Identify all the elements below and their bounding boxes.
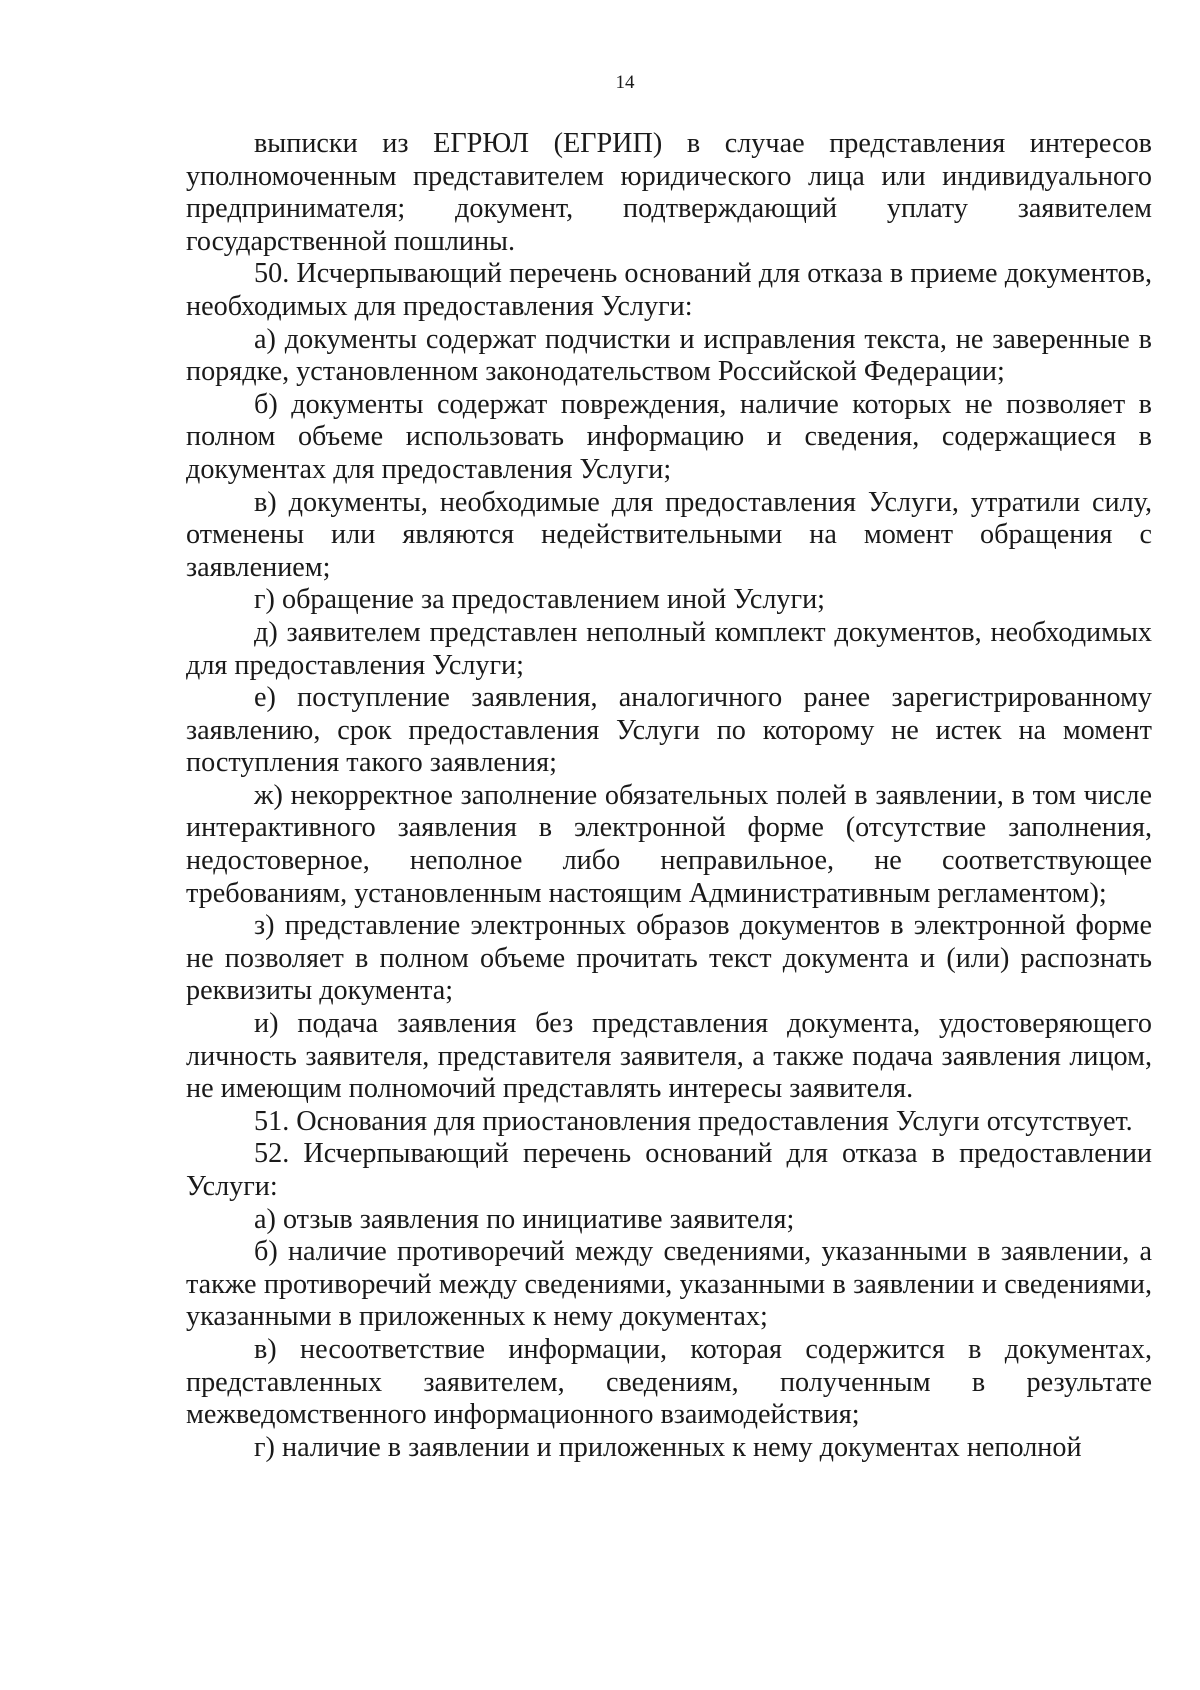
paragraph-52-a: а) отзыв заявления по инициативе заявителя;: [254, 1203, 795, 1235]
paragraph-50-d: д) заявителем представлен неполный комплект документов, необходимых для предоставления Услуги;: [186, 616, 1152, 681]
paragraph-50-v: в) документы, необходимые для предоставления Услуги, утратили силу, отменены или являются недействительными на момент обращения с заявлением;: [186, 486, 1152, 583]
paragraph-50-zh: ж) некорректное заполнение обязательных полей в заявлении, в том числе интерактивного заявления в электронной форме (отсутствие заполнения, недостоверное, неполное либо неправильное, не соответствующее требованиям, установленным настоящим Административным регламентом);: [186, 779, 1152, 909]
paragraph-52: 52. Исчерпывающий перечень оснований для отказа в предоставлении Услуги:: [186, 1138, 1152, 1202]
paragraph-50-g: г) обращение за предоставлением иной Услуги;: [254, 584, 826, 616]
paragraph-52-g: г) наличие в заявлении и приложенных к нему документах неполной: [254, 1431, 1082, 1463]
paragraph-51: 51. Основания для приостановления предоставления Услуги отсутствует.: [254, 1105, 1133, 1137]
paragraph-50-i: и) подача заявления без представления документа, удостоверяющего личность заявителя, представителя заявителя, а также подача заявления лицом, не имеющим полномочий представлять интересы заявителя.: [186, 1008, 1152, 1105]
paragraph-50-b: б) документы содержат повреждения, наличие которых не позволяет в полном объеме использовать информацию и сведения, содержащиеся в документах для предоставления Услуги;: [186, 388, 1152, 485]
paragraph-50: 50. Исчерпывающий перечень оснований для отказа в приеме документов, необходимых для предоставления Услуги:: [186, 258, 1152, 322]
paragraph-52-b: б) наличие противоречий между сведениями, указанными в заявлении, а также противоречий между сведениями, указанными в заявлении и сведениями, указанными в приложенных к нему документах;: [186, 1236, 1152, 1333]
paragraph-50-a: а) документы содержат подчистки и исправления текста, не заверенные в порядке, установленном законодательством Российской Федерации;: [186, 323, 1152, 388]
paragraph-excerpt-egrul: выписки из ЕГРЮЛ (ЕГРИП) в случае представления интересов уполномоченным представителем юридического лица или индивидуального предпринимателя; документ, подтверждающий уплату заявителем государственной пошлины.: [186, 128, 1152, 257]
body-text: [186, 128, 1152, 1464]
paragraph-52-v: в) несоответствие информации, которая содержится в документах, представленных заявителем, сведениям, полученным в результате межведомственного информационного взаимодействия;: [186, 1333, 1152, 1431]
paragraph-50-e: е) поступление заявления, аналогичного ранее зарегистрированному заявлению, срок предоставления Услуги по которому не истек на момент поступления такого заявления;: [186, 682, 1152, 779]
paragraph-50-z: з) представление электронных образов документов в электронной форме не позволяет в полном объеме прочитать текст документа и (или) распознать реквизиты документа;: [186, 910, 1152, 1007]
page-number: 14: [615, 72, 635, 93]
